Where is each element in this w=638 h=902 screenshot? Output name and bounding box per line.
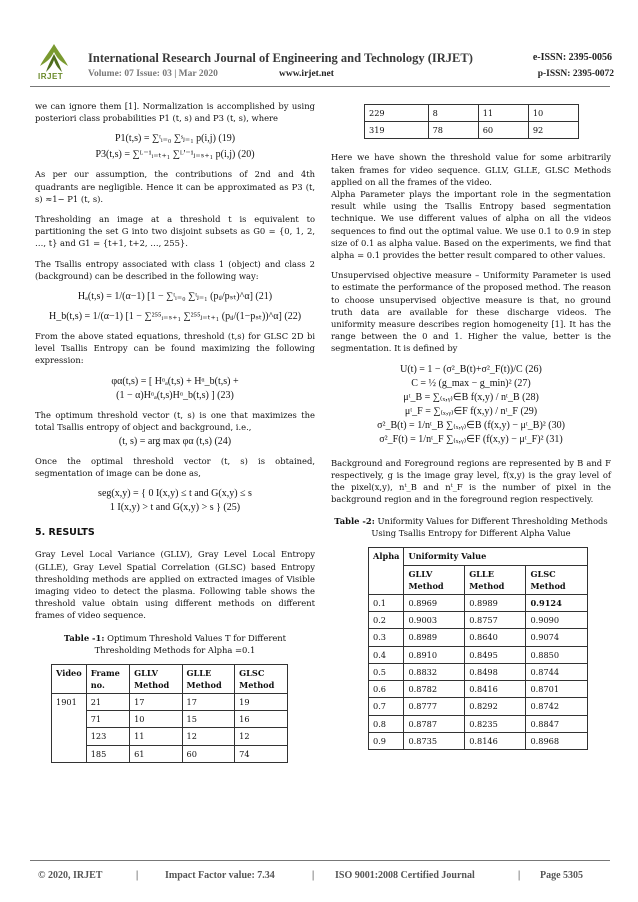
table-cell: 0.8757 xyxy=(465,612,526,629)
paragraph: we can ignore them [1]. Normalization is accomplished by using posteriori class probabilities P1 (t, s) and P3 (t, s), where xyxy=(35,101,315,124)
table-cell: 319 xyxy=(365,122,429,139)
table-row xyxy=(365,122,579,139)
p-issn: p-ISSN: 2395-0072 xyxy=(537,69,614,79)
table-header: GLLE Method xyxy=(182,664,235,693)
table-row xyxy=(52,745,288,762)
paragraph: Here we have shown the threshold value for some arbitrarily taken frames for video sequence. GLLV, GLLE, GLSC Methods applied on all the frames of the video. xyxy=(331,152,611,187)
table-header: Alpha xyxy=(369,548,404,595)
table-header: GLLV Method xyxy=(130,664,182,693)
table-row xyxy=(369,595,588,612)
journal-title: International Research Journal of Engineering and Technology (IRJET) xyxy=(88,51,473,65)
table-cell: 0.8787 xyxy=(404,715,465,732)
table-cell: 0.8744 xyxy=(526,663,588,680)
equation-20: P3(t,s) = ∑ᴸ⁻¹ᵢ₌ₜ₊₁ ∑ᴸ'⁻¹ⱼ₌ₛ₊₁ p(i,j) (20) xyxy=(95,149,255,161)
table-cell: 0.8640 xyxy=(465,629,526,646)
table-row xyxy=(52,728,288,745)
table-cell: 8 xyxy=(428,105,478,122)
table-header: Frame no. xyxy=(86,664,129,693)
table-1-continued xyxy=(364,104,579,139)
table-cell: 16 xyxy=(235,711,288,728)
table-cell: 0.3 xyxy=(369,629,404,646)
equation-28: μᵗ_B = ∑₍ₓ,ᵧ₎∈B f(x,y) / nᵗ_B (28) xyxy=(403,391,539,403)
table-cell: 11 xyxy=(478,105,528,122)
footer-rule xyxy=(30,860,610,861)
table-cell: 0.8989 xyxy=(404,629,465,646)
paragraph: Once the optimal threshold vector (t, s) is obtained, segmentation of image can be done as, xyxy=(35,456,315,479)
table-cell: 17 xyxy=(130,694,182,711)
footer-iso: ISO 9001:2008 Certified Journal xyxy=(335,870,475,881)
table-header: Uniformity Value xyxy=(404,548,588,565)
table-header: GLLE Method xyxy=(465,565,526,594)
table-cell: 0.9 xyxy=(369,732,404,749)
equation-25-line2: 1 I(x,y) > t and G(x,y) > s } (25) xyxy=(109,502,241,514)
equation-26: U(t) = 1 − (σ²_B(t)+σ²_F(t))/C (26) xyxy=(400,363,542,375)
table1-caption xyxy=(35,632,315,656)
table-cell: 19 xyxy=(235,694,288,711)
table-1 xyxy=(51,664,288,763)
table-cell: 21 xyxy=(86,694,129,711)
table-cell: 92 xyxy=(528,122,578,139)
table-cell: 10 xyxy=(528,105,578,122)
table-cell: 0.8782 xyxy=(404,681,465,698)
table-cell: 123 xyxy=(86,728,129,745)
table-cell: 0.8292 xyxy=(465,698,526,715)
table-header: GLSC Method xyxy=(235,664,288,693)
header-rule xyxy=(30,86,610,87)
table-cell: 11 xyxy=(130,728,182,745)
table-cell: 0.8416 xyxy=(465,681,526,698)
table-cell: 1901 xyxy=(52,694,87,763)
table-row xyxy=(52,711,288,728)
table-cell: 229 xyxy=(365,105,429,122)
paragraph: The Tsallis entropy associated with class 1 (object) and class 2 (background) can be described in the following way: xyxy=(35,258,315,281)
footer-page: Page 5305 xyxy=(540,870,584,881)
footer-copyright: © 2020, IRJET xyxy=(38,870,103,881)
table-cell: 0.8498 xyxy=(465,663,526,680)
table-row xyxy=(369,646,588,663)
table-cell: 0.9074 xyxy=(526,629,588,646)
table-cell: 0.8235 xyxy=(465,715,526,732)
table-cell: 74 xyxy=(235,745,288,762)
table-cell: 78 xyxy=(428,122,478,139)
table-header: Video xyxy=(52,664,87,693)
table-cell: 71 xyxy=(86,711,129,728)
table-row xyxy=(52,694,288,711)
table-cell: 0.8910 xyxy=(404,646,465,663)
paragraph: Background and Foreground regions are represented by B and F respectively, g is the image gray level, f(x,y) is the gray level of the pixel(x,y), nᵗ_B and nᵗ_F is the number of pixel in the background region and in the foreground region respectively. xyxy=(331,457,611,505)
table-cell: 10 xyxy=(130,711,182,728)
paragraph: Unsupervised objective measure – Uniformity Parameter is used to estimate the performance of the proposed method. The reason to choose unsupervised objective measure is that, no ground truth data are available for these discharge videos. The uniformity measure describes region homogeneity [1]. It has the range between the 0 and 1. Higher the value, better is the segmentation. It is defined by xyxy=(331,270,611,354)
table-cell: 0.5 xyxy=(369,663,404,680)
page-header xyxy=(0,0,638,86)
equation-30: σ²_B(t) = 1/nᵗ_B ∑₍ₓ,ᵧ₎∈B (f(x,y) − μᵗ_B)² (30) xyxy=(377,419,565,431)
table-cell: 0.8495 xyxy=(465,646,526,663)
table-cell: 0.4 xyxy=(369,646,404,663)
e-issn: e-ISSN: 2395-0056 xyxy=(532,52,612,63)
table-row xyxy=(365,105,579,122)
table-cell: 0.8777 xyxy=(404,698,465,715)
table-row xyxy=(369,663,588,680)
table-cell: 61 xyxy=(130,745,182,762)
table-cell: 0.8832 xyxy=(404,663,465,680)
paragraph: Alpha Parameter plays the important role in the segmentation result while using the Tsallis Entropy based segmentation technique. We use different values of alpha on all the videos sequences to find out the optimal value. We use 0.1 to 0.9 in step size of 0.1 as alpha value. Based on the experiments, we find that alpha = 0.1 provides the better result compared to other values. xyxy=(331,189,611,261)
logo-text: IRJET xyxy=(38,72,64,81)
table-cell: 12 xyxy=(235,728,288,745)
paragraph: Gray Level Local Variance (GLLV), Gray Level Local Entropy (GLLE), Gray Level Spatial Correlation (GLSC) based Entropy thresholding methods are applied on extracted images of Visible imaging video to detect the plasma. Following table shows the threshold value obtain using different methods on different frames of video sequence. xyxy=(35,549,315,621)
table-row xyxy=(369,715,588,732)
table-cell: 0.8969 xyxy=(404,595,465,612)
table-cell: 0.9003 xyxy=(404,612,465,629)
paragraph: The optimum threshold vector (t, s) is one that maximizes the total Tsallis entropy of object and background, i.e., xyxy=(35,409,315,432)
table-cell: 0.9124 xyxy=(526,595,588,612)
table-cell: 0.8 xyxy=(369,715,404,732)
table-cell: 0.8742 xyxy=(526,698,588,715)
table-row xyxy=(369,629,588,646)
equation-19: P1(t,s) = ∑ᵗᵢ₌₀ ∑ˢⱼ₌₁ p(i,j) (19) xyxy=(114,133,236,145)
website-link[interactable]: www.irjet.net xyxy=(279,69,334,79)
paragraph: As per our assumption, the contributions of 2nd and 4th quadrants are negligible. Hence it can be approximated as P3 (t, s) ≈1− P1 (t, s). xyxy=(35,169,315,204)
footer-impact: Impact Factor value: 7.34 xyxy=(165,870,275,881)
equation-25-line1: seg(x,y) = { 0 I(x,y) ≤ t and G(x,y) ≤ s xyxy=(98,488,252,500)
table-row xyxy=(369,681,588,698)
table-cell: 185 xyxy=(86,745,129,762)
table1-label: Table -1: xyxy=(63,632,105,643)
table-row xyxy=(369,698,588,715)
equation-31: σ²_F(t) = 1/nᵗ_F ∑₍ₓ,ᵧ₎∈F (f(x,y) − μᵗ_F)² (31) xyxy=(379,433,563,445)
table-cell: 0.8968 xyxy=(526,732,588,749)
table-row xyxy=(369,732,588,749)
left-column xyxy=(35,100,315,763)
table-2 xyxy=(368,547,588,749)
table-cell: 60 xyxy=(182,745,235,762)
table-header: GLSC Method xyxy=(526,565,588,594)
equation-24: (t, s) = arg max φα (t,s) (24) xyxy=(118,436,232,448)
equation-23-line1: φα(t,s) = [ Hᵅₐ(t,s) + Hᵅ_b(t,s) + xyxy=(111,375,239,387)
paragraph: From the above stated equations, threshold (t,s) for GLSC 2D bi level Tsallis Entropy can be found maximizing the following expression: xyxy=(35,331,315,366)
table2-caption xyxy=(331,515,611,539)
table-cell: 0.8847 xyxy=(526,715,588,732)
equation-22: H_b(t,s) = 1/(α−1) [1 − ∑²⁵⁵ᵢ₌ₛ₊₁ ∑²⁵⁵ⱼ₌ₜ₊₁ (pᵢⱼ/(1−pₛₜ))^α] (22) xyxy=(48,311,302,323)
section-heading: 5. RESULTS xyxy=(35,527,95,539)
equation-29: μᵗ_F = ∑₍ₓ,ᵧ₎∈F f(x,y) / nᵗ_F (29) xyxy=(404,405,538,417)
table-header: GLLV Method xyxy=(404,565,465,594)
table-cell: 17 xyxy=(182,694,235,711)
table2-label: Table -2: xyxy=(334,516,375,527)
table-cell: 0.1 xyxy=(369,595,404,612)
equation-21: Hₐ(t,s) = 1/(α−1) [1 − ∑ᵗᵢ₌₀ ∑ᵗⱼ₌₁ (pᵢⱼ/pₛₜ)^α] (21) xyxy=(77,291,273,303)
table-cell: 0.6 xyxy=(369,681,404,698)
table-cell: 60 xyxy=(478,122,528,139)
equation-23-line2: (1 − α)Hᵅₐ(t,s)Hᵅ_b(t,s) ] (23) xyxy=(116,389,234,401)
table2-caption-text: Uniformity Values for Different Thresholding Methods Using Tsallis Entropy for Different Alpha Value xyxy=(371,516,608,539)
table-cell: 0.8989 xyxy=(465,595,526,612)
table-cell: 0.8850 xyxy=(526,646,588,663)
table-row xyxy=(369,612,588,629)
paragraph: Thresholding an image at a threshold t is equivalent to partitioning the set G into two disjoint subsets as G0 = {0, 1, 2, …, t} and G1 = {t+1, t+2, …, 255}. xyxy=(35,214,315,249)
table-cell: 0.8735 xyxy=(404,732,465,749)
table1-caption-text: Optimum Threshold Values T for Different Thresholding Methods for Alpha =0.1 xyxy=(94,632,287,655)
table-cell: 15 xyxy=(182,711,235,728)
volume-info: Volume: 07 Issue: 03 | Mar 2020 xyxy=(88,69,218,79)
table-cell: 0.8701 xyxy=(526,681,588,698)
table-cell: 0.9090 xyxy=(526,612,588,629)
table-cell: 12 xyxy=(182,728,235,745)
equation-27: C = ½ (g_max − g_min)² (27) xyxy=(411,377,531,389)
table-cell: 0.2 xyxy=(369,612,404,629)
right-column xyxy=(331,104,611,750)
table-cell: 0.7 xyxy=(369,698,404,715)
table-cell: 0.8146 xyxy=(465,732,526,749)
